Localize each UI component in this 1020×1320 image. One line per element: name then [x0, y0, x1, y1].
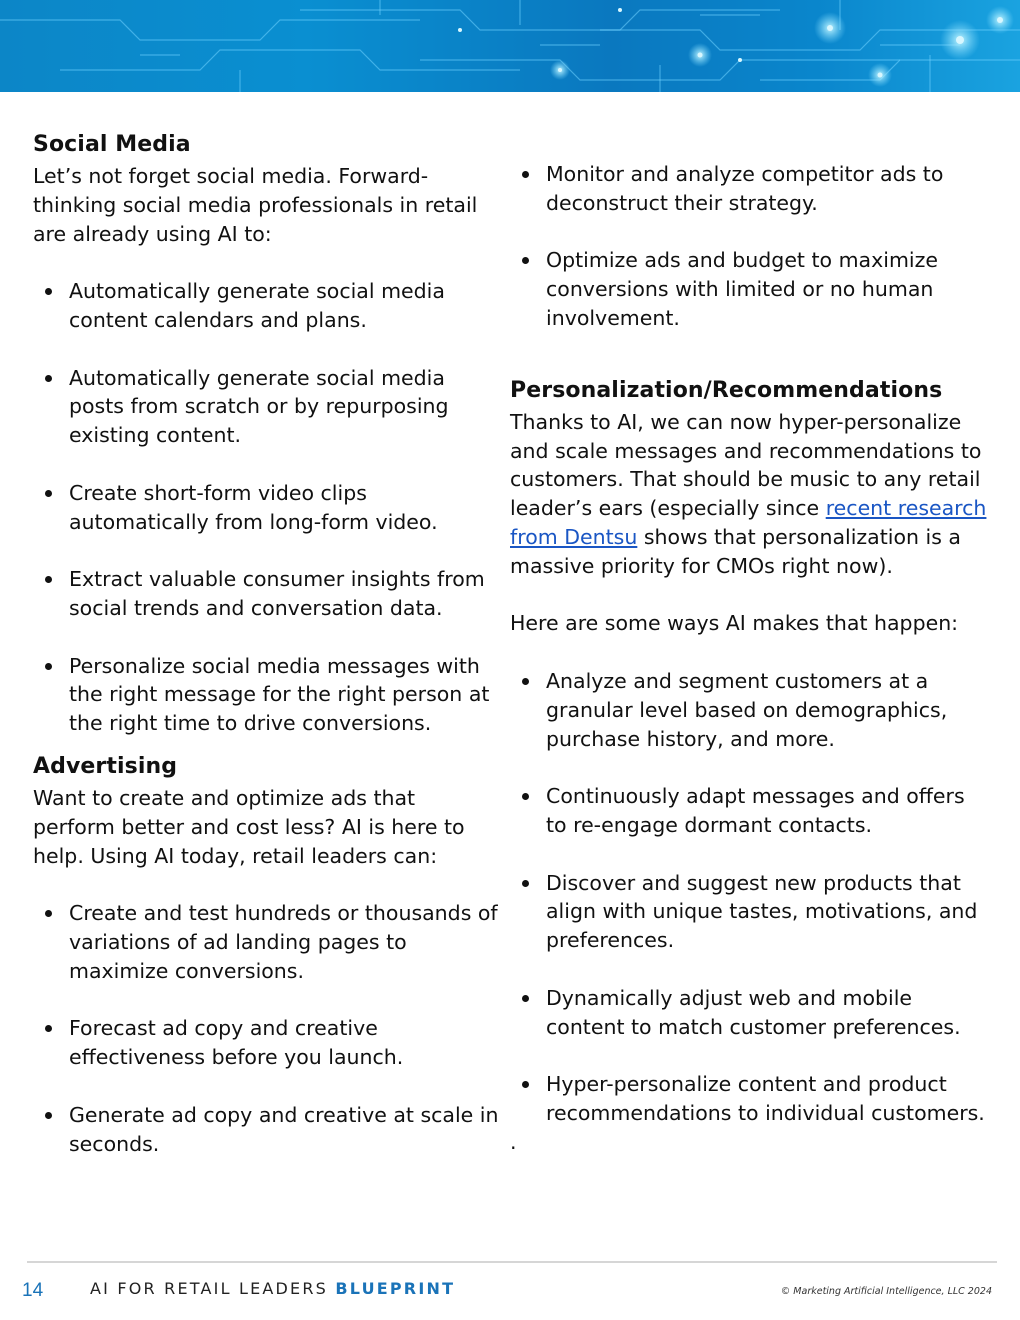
list-item: Automatically generate social media posts from scratch or by repurposing existing content.: [33, 364, 503, 450]
dentsu-research-link[interactable]: recent research from Dentsu: [510, 496, 987, 549]
list-item: Generate ad copy and creative at scale in seconds.: [33, 1101, 503, 1159]
list-spacer: [510, 840, 988, 869]
social-media-list: [33, 277, 503, 738]
advertising-list-continued: [510, 160, 988, 333]
copyright-notice: © Marketing Artificial Intelligence, LLC 2024: [780, 1286, 992, 1297]
list-item: Extract valuable consumer insights from social trends and conversation data.: [33, 565, 503, 623]
footer-title-main: AI FOR RETAIL LEADERS: [90, 1279, 329, 1298]
list-spacer: [510, 955, 988, 984]
list-spacer: [33, 450, 503, 479]
advertising-intro: Want to create and optimize ads that perform better and cost less? AI is here to help. Using AI today, retail leaders can:: [33, 785, 465, 868]
list-spacer: [33, 623, 503, 652]
list-spacer: [510, 1041, 988, 1070]
list-spacer: [510, 218, 988, 247]
list-item: Optimize ads and budget to maximize conversions with limited or no human involvement.: [510, 246, 988, 332]
list-item: Monitor and analyze competitor ads to deconstruct their strategy.: [510, 160, 988, 218]
right-column: [510, 160, 988, 1157]
trailing-period: .: [510, 1129, 517, 1154]
personalization-intro: [510, 408, 988, 581]
circuit-board-banner: [0, 0, 1020, 92]
advertising-heading: Advertising: [33, 753, 178, 779]
intro-text-after-link: shows that personalization is a massive priority for CMOs right now).: [510, 524, 961, 578]
list-item: Dynamically adjust web and mobile content to match customer preferences.: [510, 984, 988, 1042]
list-item: Discover and suggest new products that align with unique tastes, motivations, and preferences.: [510, 869, 988, 955]
footer-title: [90, 1279, 455, 1298]
list-item: Analyze and segment customers at a granular level based on demographics, purchase history, and more.: [510, 667, 988, 753]
list-item: Forecast ad copy and creative effectiveness before you launch.: [33, 1014, 503, 1072]
list-item: Create and test hundreds or thousands of variations of ad landing pages to maximize conversions.: [33, 899, 503, 985]
social-media-heading: Social Media: [33, 132, 191, 157]
footer-divider: [27, 1261, 997, 1263]
list-item: Hyper-personalize content and product recommendations to individual customers.: [510, 1070, 988, 1128]
personalization-heading: Personalization/Recommendations: [510, 377, 943, 403]
list-item: Personalize social media messages with the right message for the right person at the right time to drive conversions.: [33, 652, 503, 738]
list-item: Continuously adapt messages and offers to re-engage dormant contacts.: [510, 782, 988, 840]
intro-text-before-link: Thanks to AI, we can now hyper-personalize and scale messages and recommendations to customers. That should be music to any retail leader’s ears (especially since: [510, 409, 982, 521]
social-media-intro: Let’s not forget social media. Forward-thinking social media professionals in retail are already using AI to:: [33, 164, 478, 246]
personalization-list: [510, 667, 988, 1128]
list-spacer: [33, 335, 503, 364]
list-item: Create short-form video clips automatically from long-form video.: [33, 479, 503, 537]
footer-title-accent: BLUEPRINT: [335, 1279, 456, 1298]
list-spacer: [33, 536, 503, 565]
list-item: Automatically generate social media content calendars and plans.: [33, 277, 503, 335]
circuit-pattern-icon: [0, 0, 1020, 92]
page-number: 14: [22, 1280, 44, 1301]
list-spacer: [33, 1072, 503, 1101]
left-column: [33, 128, 503, 1158]
personalization-lead: Here are some ways AI makes that happen:: [510, 611, 959, 636]
advertising-list: [33, 899, 503, 1158]
list-spacer: [510, 753, 988, 782]
list-spacer: [33, 986, 503, 1015]
